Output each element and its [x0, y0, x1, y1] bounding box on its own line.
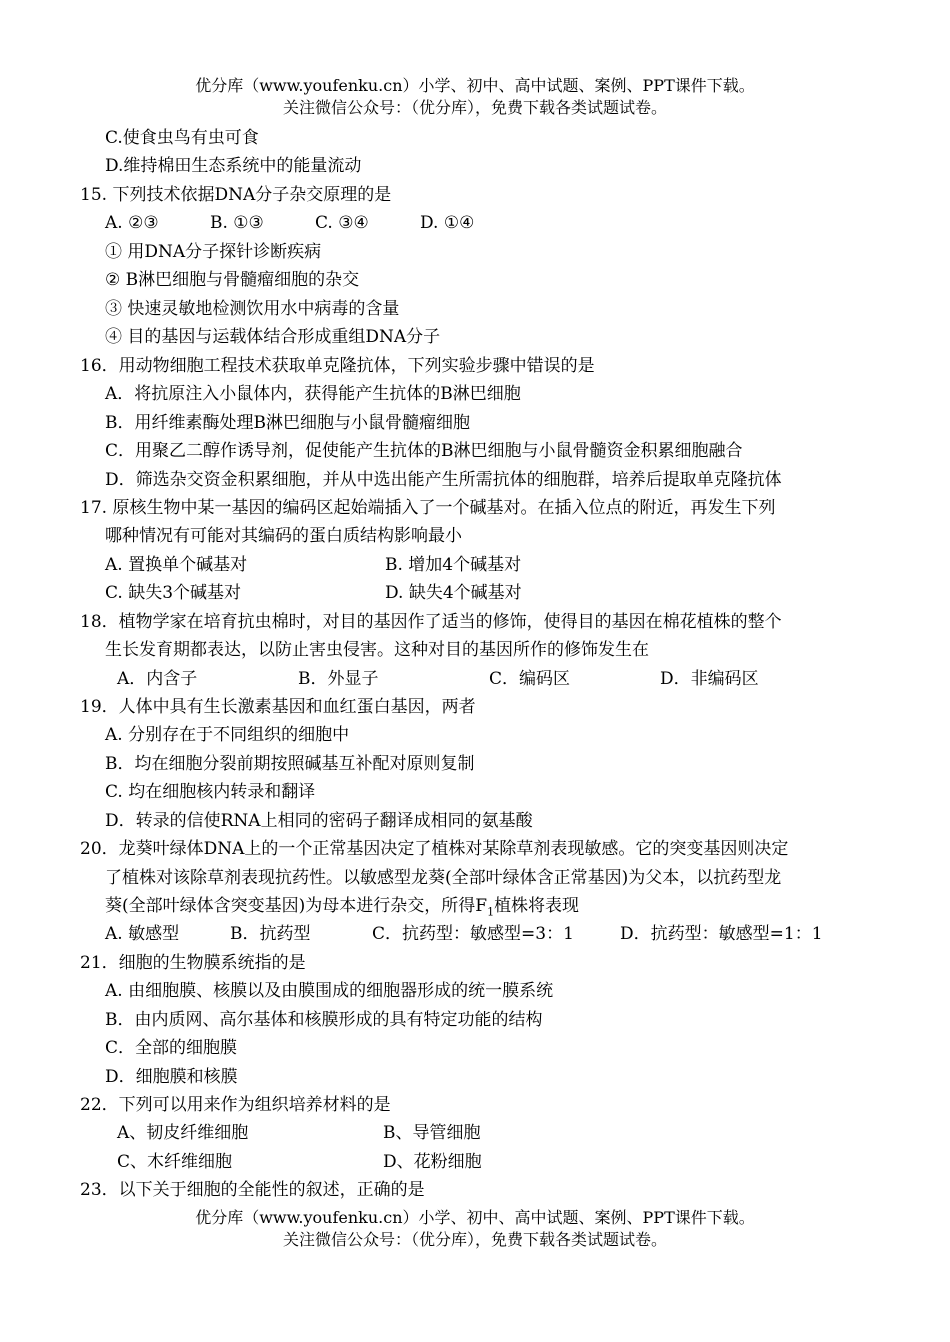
option-a: A、韧皮纤维细胞	[117, 1123, 249, 1143]
option-d: D、花粉细胞	[383, 1152, 482, 1172]
question-stem-line-2: 哪种情况有可能对其编码的蛋白质结构影响最小	[105, 526, 462, 546]
option-d: D．筛选杂交资金积累细胞，并从中选出能产生所需抗体的细胞群，培养后提取单克隆抗体	[105, 470, 782, 490]
option-b: B．外显子	[298, 669, 379, 689]
option-a: A. 分别存在于不同组织的细胞中	[105, 725, 350, 745]
option-d: D．转录的信使RNA上相同的密码子翻译成相同的氨基酸	[105, 811, 533, 831]
option-c: C、木纤维细胞	[117, 1152, 233, 1172]
option-d: D. ①④	[420, 213, 475, 233]
option-b: B．抗药型	[230, 924, 311, 944]
stem-text: 葵(全部叶绿体含突变基因)为母本进行杂交，所得F	[105, 896, 488, 916]
option-a: A．将抗原注入小鼠体内，获得能产生抗体的B淋巴细胞	[105, 384, 521, 404]
question-stem: 22．下列可以用来作为组织培养材料的是	[80, 1095, 391, 1115]
item-4: ④ 目的基因与运载体结合形成重组DNA分子	[105, 327, 441, 347]
question-stem: 16．用动物细胞工程技术获取单克隆抗体，下列实验步骤中错误的是	[80, 356, 595, 376]
question-stem-line-1: 17. 原核生物中某一基因的编码区起始端插入了一个碱基对。在插入位点的附近，再发生下列	[80, 498, 776, 518]
item-1: ① 用DNA分子探针诊断疾病	[105, 242, 322, 262]
subscript: 1	[487, 905, 495, 919]
option-b: B. 增加4个碱基对	[385, 555, 522, 575]
option-d: D．细胞膜和核膜	[105, 1067, 238, 1087]
option-b: B、导管细胞	[383, 1123, 481, 1143]
question-stem: 15. 下列技术依据DNA分子杂交原理的是	[80, 185, 392, 205]
option-c: C. 缺失3个碱基对	[105, 583, 242, 603]
option-d: D．非编码区	[660, 669, 759, 689]
option-b: B. ①③	[210, 213, 264, 233]
question-stem: 21．细胞的生物膜系统指的是	[80, 953, 306, 973]
option-a: A. 敏感型	[105, 924, 180, 944]
option-c: C. ③④	[315, 213, 369, 233]
option-c: C．用聚乙二醇作诱导剂，促使能产生抗体的B淋巴细胞与小鼠骨髓资金积累细胞融合	[105, 441, 743, 461]
stem-text-end: 植株将表现	[494, 896, 580, 916]
option-b: B．用纤维素酶处理B淋巴细胞与小鼠骨髓瘤细胞	[105, 413, 470, 433]
option-a: A. ②③	[105, 213, 159, 233]
question-stem-line-2: 生长发育期都表达，以防止害虫侵害。这种对目的基因所作的修饰发生在	[105, 640, 649, 660]
option-c: C. 均在细胞核内转录和翻译	[105, 782, 316, 802]
option-c: C．抗药型：敏感型=3：1	[372, 924, 574, 944]
option-d: D. 缺失4个碱基对	[385, 583, 522, 603]
option-c: C.使食虫鸟有虫可食	[105, 128, 259, 148]
option-a: A. 置换单个碱基对	[105, 555, 248, 575]
option-a: A．内含子	[117, 669, 198, 689]
question-stem: 23．以下关于细胞的全能性的叙述，正确的是	[80, 1180, 425, 1200]
option-a: A. 由细胞膜、核膜以及由膜围成的细胞器形成的统一膜系统	[105, 981, 554, 1001]
footer-line-1: 优分库（www.youfenku.cn）小学、初中、高中试题、案例、PPT课件下载。	[195, 1208, 755, 1227]
option-c: C．全部的细胞膜	[105, 1038, 238, 1058]
option-b: B．均在细胞分裂前期按照碱基互补配对原则复制	[105, 754, 475, 774]
option-d: D．抗药型：敏感型=1：1	[620, 924, 823, 944]
header-line-1: 优分库（www.youfenku.cn）小学、初中、高中试题、案例、PPT课件下载。	[195, 76, 755, 95]
question-stem-line-2: 了植株对该除草剂表现抗药性。以敏感型龙葵(全部叶绿体含正常基因)为父本，以抗药型龙	[105, 868, 782, 888]
question-stem-line-1: 18．植物学家在培育抗虫棉时，对目的基因作了适当的修饰，使得目的基因在棉花植株的整个	[80, 612, 782, 632]
option-d: D.维持棉田生态系统中的能量流动	[105, 156, 362, 176]
item-3: ③ 快速灵敏地检测饮用水中病毒的含量	[105, 299, 400, 319]
footer-line-2: 关注微信公众号：（优分库），免费下载各类试题试卷。	[282, 1230, 667, 1249]
question-stem-line-1: 20．龙葵叶绿体DNA上的一个正常基因决定了植株对某除草剂表现敏感。它的突变基因则决定	[80, 839, 789, 859]
question-stem: 19．人体中具有生长激素基因和血红蛋白基因，两者	[80, 697, 476, 717]
option-b: B．由内质网、高尔基体和核膜形成的具有特定功能的结构	[105, 1010, 543, 1030]
option-c: C．编码区	[489, 669, 571, 689]
header-line-2: 关注微信公众号：（优分库），免费下载各类试题试卷。	[282, 98, 667, 117]
item-2: ② B淋巴细胞与骨髓瘤细胞的杂交	[105, 270, 360, 290]
